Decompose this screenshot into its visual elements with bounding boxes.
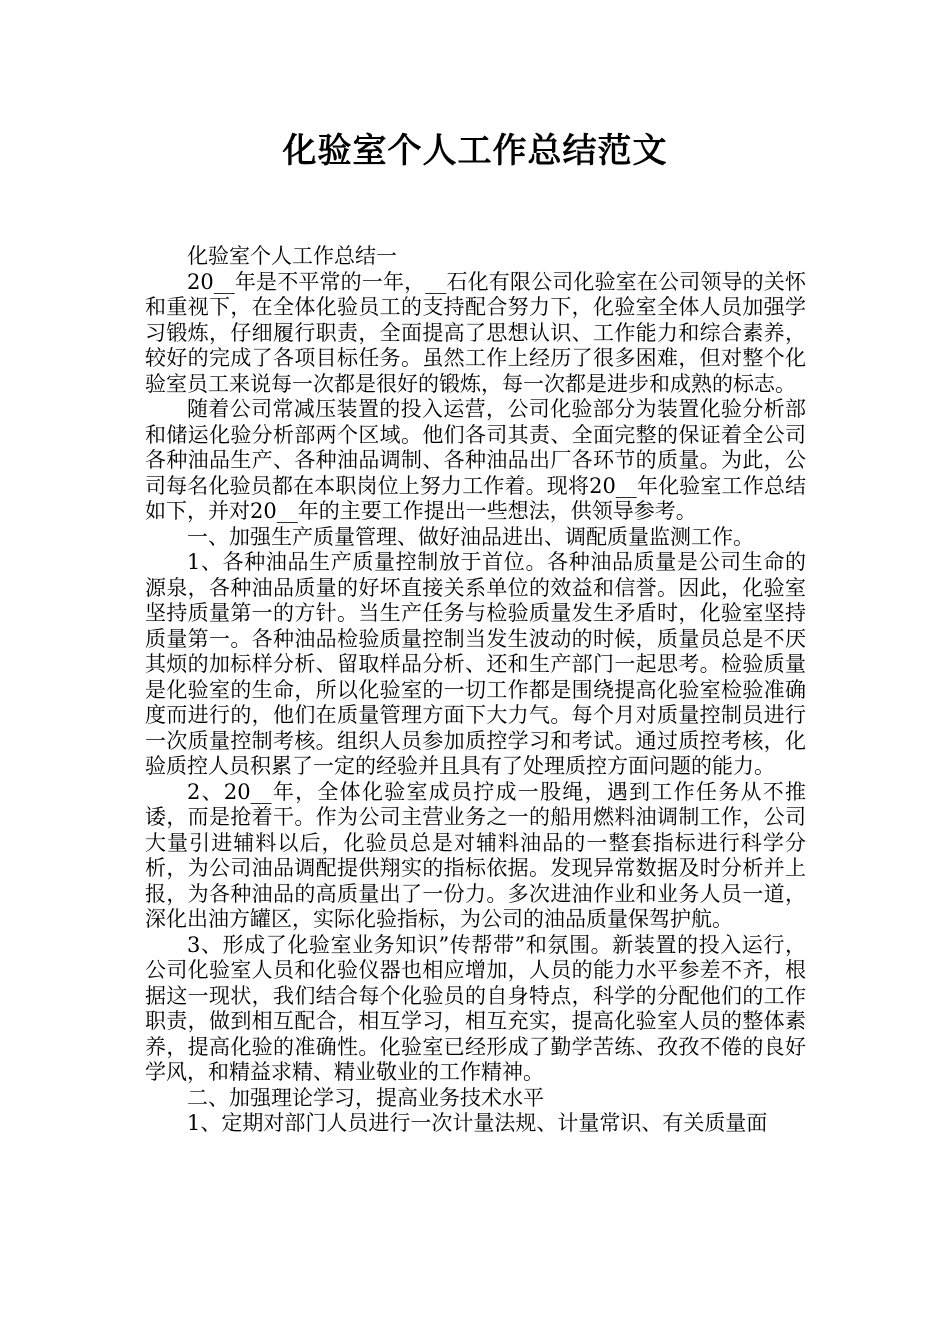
- paragraph-background: 随着公司常减压装置的投入运营，公司化验部分为装置化验分析部和储运化验分析部两个区域。他们各司其责、全面完整的保证着全公司各种油品生产、各种油品调制、各种油品出厂各环节的质量。为此，公司每名化验员都在本职岗位上努力工作着。现将20__年化验室工作总结如下，并对20__年的主要工作提出一些想法，供领导参考。: [145, 397, 806, 523]
- paragraph-item-3: 3、形成了化验室业务知识”传帮带”和氛围。新装置的投入运行，公司化验室人员和化验仪器也相应增加，人员的能力水平参差不齐，根据这一现状，我们结合每个化验员的自身特点，科学的分配他们的工作职责，做到相互配合，相互学习，相互充实，提高化验室人员的整体素养，提高化验的准确性。化验室已经形成了勤学苦练、孜孜不倦的良好学风，和精益求精、精业敬业的工作精神。: [145, 932, 806, 1084]
- paragraph-item-2: 2、20__年，全体化验室成员拧成一股绳，遇到工作任务从不推诿，而是抢着干。作为公司主营业务之一的船用燃料油调制工作，公司大量引进辅料以后，化验员总是对辅料油品的一整套指标进行科学分析，为公司油品调配提供翔实的指标依据。发现异常数据及时分析并上报，为各种油品的高质量出了一份力。多次进油作业和业务人员一道，深化出油方罐区，实际化验指标，为公司的油品质量保驾护航。: [145, 779, 806, 931]
- document-body: [145, 244, 806, 1137]
- section-heading-1: 一、加强生产质量管理、做好油品进出、调配质量监测工作。: [187, 524, 754, 549]
- paragraph-item-1: 1、各种油品生产质量控制放于首位。各种油品质量是公司生命的源泉，各种油品质量的好坏直接关系单位的效益和信誉。因此，化验室坚持质量第一的方针。当生产任务与检验质量发生矛盾时，化验室坚持质量第一。各种油品检验质量控制当发生波动的时候，质量员总是不厌其烦的加标样分析、留取样品分析、还和生产部门一起思考。检验质量是化验室的生命，所以化验室的一切工作都是围绕提高化验室检验准确度而进行的，他们在质量管理方面下大力气。每个月对质量控制员进行一次质量控制考核。组织人员参加质控学习和考试。通过质控考核，化验质控人员积累了一定的经验并且具有了处理质控方面问题的能力。: [145, 550, 806, 778]
- paragraph-intro: 20__年是不平常的一年，__石化有限公司化验室在公司领导的关怀和重视下，在全体化验员工的支持配合努力下，化验室全体人员加强学习锻炼，仔细履行职责，全面提高了思想认识、工作能力和综合素养，较好的完成了各项目标任务。虽然工作上经历了很多困难，但对整个化验室员工来说每一次都是很好的锻炼，每一次都是进步和成熟的标志。: [145, 269, 806, 396]
- section-subtitle: 化验室个人工作总结一: [187, 244, 397, 268]
- section-heading-2: 二、加强理论学习，提高业务技术水平: [187, 1085, 544, 1110]
- paragraph-item-4: 1、定期对部门人员进行一次计量法规、计量常识、有关质量面: [187, 1111, 768, 1135]
- document-title: 化验室个人工作总结范文: [282, 131, 668, 171]
